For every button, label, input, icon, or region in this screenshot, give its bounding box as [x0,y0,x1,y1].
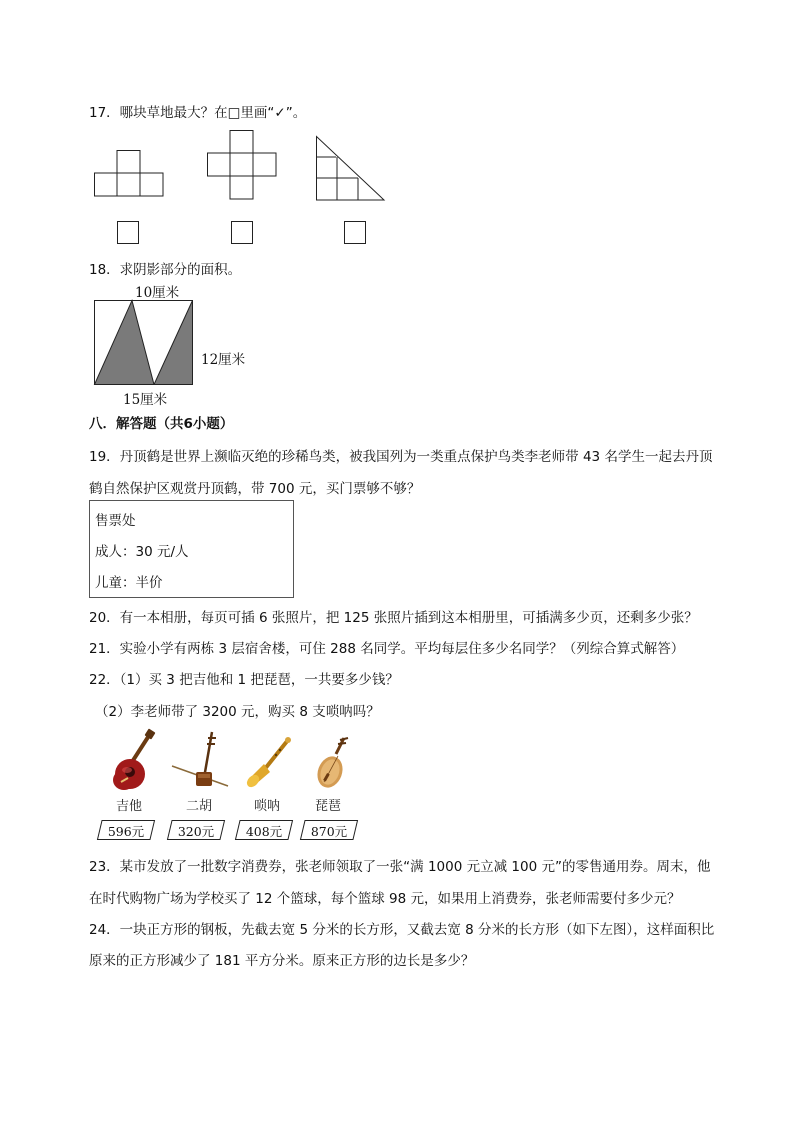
q24-line-1: 24．一块正方形的钢板，先截去宽 5 分米的长方形，又截去宽 8 分米的长方形（如下左图），这样面积比 [89,922,715,938]
q17-text: 17．哪块草地最大？在□里画“✓”。 [89,105,307,121]
ticket-title: 售票处 [95,513,136,529]
price-tag-pipa [300,820,358,840]
q17-answer-box-c[interactable] [344,221,366,244]
q17-figure-a [94,150,164,197]
price-guitar: 596元 [107,824,145,839]
q17-figure-b [207,130,277,200]
pipa-icon [310,734,354,790]
ticket-child-price: 儿童：半价 [95,575,163,591]
q22-line-1: 22．（1）买 3 把吉他和 1 把琵琶，一共要多少钱？ [89,672,399,688]
guitar-icon [108,730,158,792]
price-tag-suona [235,820,293,840]
q18-shaded-figure [94,300,194,386]
instrument-name-pipa: 琵琶 [314,799,341,814]
price-pipa: 870元 [310,824,348,839]
q23-line-2: 在时代购物广场为学校买了 12 个篮球，每个篮球 98 元，如果用上消费券，张老师需要付多少元？ [89,891,681,907]
price-tag-erhu [167,820,225,840]
q18-label-bottom: 15厘米 [123,392,168,408]
q18-label-top: 10厘米 [135,285,180,301]
q22-line-2: （2）李老师带了 3200 元，购买 8 支唢呐吗？ [95,704,380,720]
instrument-name-guitar: 吉他 [115,799,142,814]
erhu-icon [170,730,232,792]
q23-line-1: 23．某市发放了一批数字消费券，张老师领取了一张“满 1000 元立减 100 元”的零售通用券。周末，他 [89,859,711,875]
section-title: 八．解答题（共6小题） [89,416,234,432]
q18-label-right: 12厘米 [201,352,246,368]
q17-figure-c [316,136,386,202]
instrument-name-erhu: 二胡 [185,799,212,814]
price-erhu: 320元 [177,824,215,839]
ticket-adult-price: 成人：30 元/人 [95,544,189,560]
q19-line-1: 19．丹顶鹤是世界上濒临灭绝的珍稀鸟类，被我国列为一类重点保护鸟类李老师带 43 名学生一起去丹顶 [89,449,713,465]
q21-text: 21．实验小学有两栋 3 层宿舍楼，可住 288 名同学。平均每层住多少名同学？（列综合算式解答） [89,641,685,657]
price-suona: 408元 [245,824,283,839]
q17-answer-box-b[interactable] [231,221,253,244]
q18-text: 18．求阴影部分的面积。 [89,262,242,278]
suona-icon [246,734,296,788]
instrument-name-suona: 唢呐 [253,799,280,814]
q19-line-2: 鹤自然保护区观赏丹顶鹤，带 700 元，买门票够不够？ [89,481,421,497]
ticket-office-box [89,500,294,598]
price-tag-guitar [97,820,155,840]
q24-line-2: 原来的正方形减少了 181 平方分米。原来正方形的边长是多少？ [89,953,475,969]
q17-answer-box-a[interactable] [117,221,139,244]
q20-text: 20．有一本相册，每页可插 6 张照片，把 125 张照片插到这本相册里，可插满多少页，还剩多少张？ [89,610,698,626]
